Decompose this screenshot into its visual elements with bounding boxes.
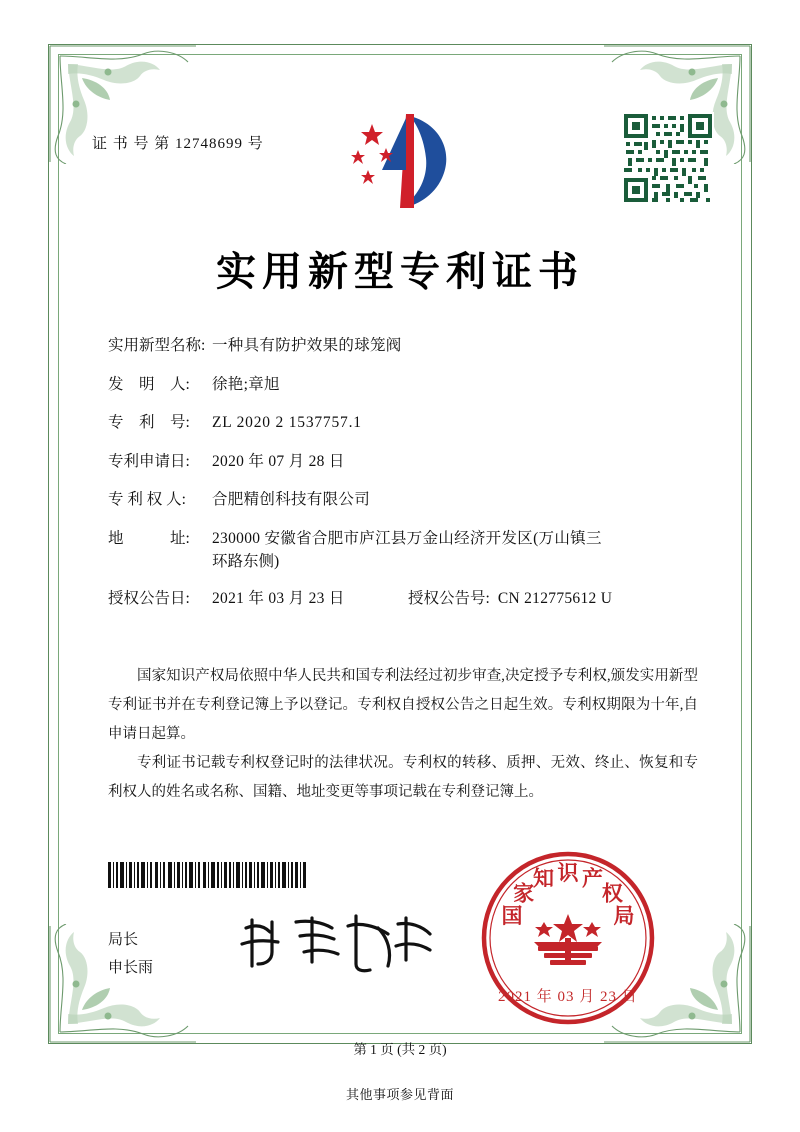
field-row-patentee: [108, 492, 708, 508]
field-row-address: [108, 531, 708, 547]
handwritten-signature-icon: [238, 908, 438, 978]
field-value-address: 230000 安徽省合肥市庐江县万金山经济开发区(万山镇三: [212, 529, 602, 547]
field-value-name: 一种具有防护效果的球笼阀: [212, 337, 402, 354]
field-label-patentee: 专 利 权 人:: [108, 491, 186, 508]
field-row-grant: [108, 591, 708, 607]
field-label-grant-number: 授权公告号:: [408, 589, 490, 607]
field-value-patent-number: ZL 2020 2 1537757.1: [212, 414, 362, 431]
grant-number-group: [408, 591, 612, 607]
field-row-application-date: [108, 454, 708, 470]
signature-title: 局长: [108, 932, 139, 948]
field-label-inventor: 发 明 人:: [108, 375, 190, 393]
barcode-icon: [108, 862, 308, 888]
grant-date-group: [108, 591, 408, 607]
field-row-inventor: [108, 377, 708, 393]
field-label-grant-date: 授权公告日:: [108, 589, 190, 607]
field-row-name: [108, 338, 708, 354]
signature-name: 申长雨: [108, 960, 154, 976]
svg-text:知: 知: [532, 865, 554, 891]
field-value-inventor: 徐艳;章旭: [212, 375, 280, 393]
page-number: 第 1 页 (共 2 页): [353, 1042, 447, 1057]
svg-text:国: 国: [501, 902, 523, 928]
field-list: [108, 338, 708, 629]
field-label-application-date: 专利申请日:: [108, 452, 190, 470]
field-label-patent-number: 专 利 号:: [108, 414, 190, 431]
field-label-address: 地 址:: [108, 529, 190, 547]
cnipa-logo-icon: [348, 108, 458, 213]
svg-text:产: 产: [582, 865, 604, 891]
svg-text:识: 识: [557, 860, 579, 885]
field-value-grant-number: CN 212775612 U: [497, 589, 613, 607]
field-value-address-line2: 环路东侧): [212, 553, 280, 570]
field-value-grant-date: 2021 年 03 月 23 日: [212, 589, 345, 607]
paragraph-1: 国家知识产权局依照中华人民共和国专利法经过初步审查,决定授予专利权,颁发实用新型专利证书并在专利登记簿上予以登记。专利权自授权公告之日起生效。专利权期限为十年,自申请日起算。: [108, 668, 698, 742]
legal-text: [108, 662, 698, 807]
field-value-application-date: 2020 年 07 月 28 日: [212, 452, 345, 470]
paragraph-2: 专利证书记载专利权登记时的法律状况。专利权的转移、质押、无效、终止、恢复和专利权人的姓名或名称、国籍、地址变更等事项记载在专利登记簿上。: [108, 755, 698, 800]
seal-date: 2021 年 03 月 23 日: [498, 989, 638, 1005]
svg-text:家: 家: [513, 880, 535, 906]
signature-block: [108, 926, 153, 982]
field-row-patent-number: [108, 415, 708, 431]
qr-code-icon: [622, 112, 714, 204]
svg-text:权: 权: [601, 880, 623, 906]
footer-note: 其他事项参见背面: [345, 1087, 454, 1102]
field-value-patentee: 合肥精创科技有限公司: [212, 491, 371, 508]
page-title: 实用新型专利证书: [216, 248, 584, 295]
field-label-name: 实用新型名称:: [108, 337, 206, 354]
svg-text:局: 局: [613, 902, 635, 928]
certificate-number: 证 书 号 第 12748699 号: [92, 136, 264, 152]
